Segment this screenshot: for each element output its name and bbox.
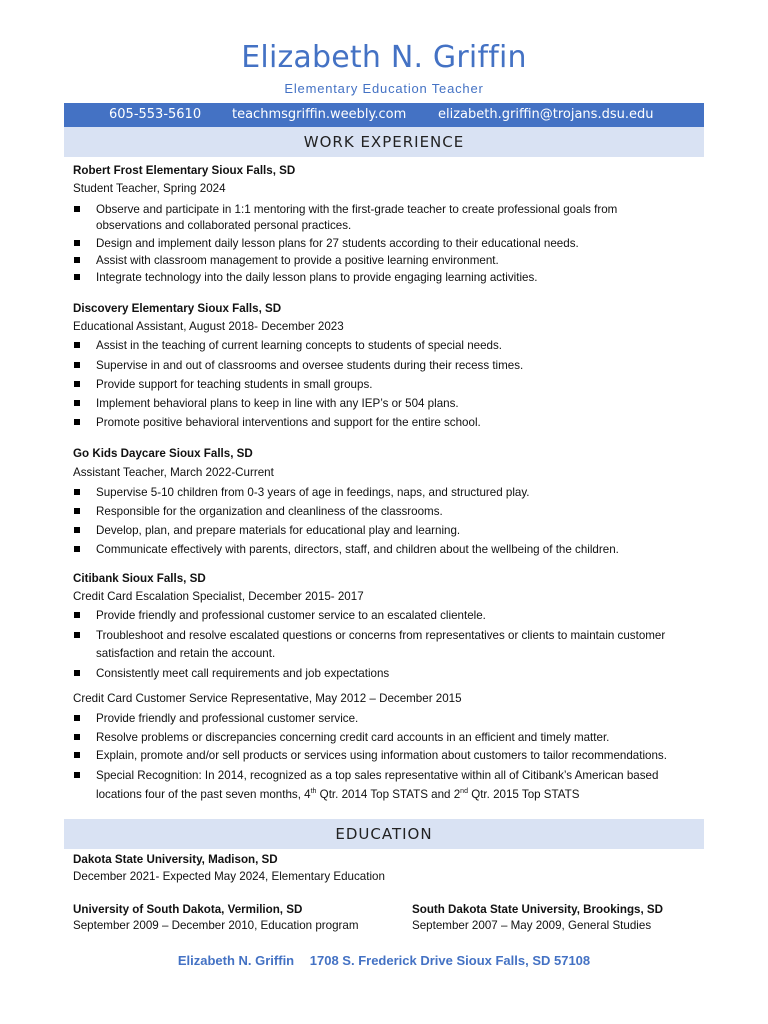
school-name: Dakota State University, Madison, SD [73, 853, 278, 866]
bullet-icon [74, 419, 80, 425]
bullet-text: Resolve problems or discrepancies concerning credit card accounts in an efficient and timely matter. [96, 731, 610, 744]
school-detail: December 2021- Expected May 2024, Elementary Education [73, 870, 385, 883]
employer-heading: Robert Frost Elementary Sioux Falls, SD [73, 164, 296, 177]
bullet-text: Implement behavioral plans to keep in line with any IEP’s or 504 plans. [96, 397, 459, 410]
bullet-text: Communicate effectively with parents, directors, staff, and children about the wellbeing of the children. [96, 543, 619, 556]
bullet-icon [74, 670, 80, 676]
bullet-icon [74, 342, 80, 348]
bullet-icon [74, 612, 80, 618]
bullet-icon [74, 362, 80, 368]
bullet-icon [74, 400, 80, 406]
bullet-text: Supervise 5-10 children from 0-3 years of age in feedings, naps, and structured play. [96, 486, 530, 499]
bullet-icon [74, 546, 80, 552]
work-experience-heading: WORK EXPERIENCE [64, 127, 704, 157]
footer-name: Elizabeth N. Griffin [177, 953, 295, 968]
bullet-text: Special Recognition: In 2014, recognized as a top sales representative within all of Citibank’s American based [96, 769, 659, 782]
education-heading: EDUCATION [64, 819, 704, 849]
bullet-icon [74, 715, 80, 721]
bullet-text: Provide friendly and professional customer service. [96, 712, 359, 725]
school-detail: September 2009 – December 2010, Education program [73, 919, 359, 932]
bullet-text: Provide support for teaching students in small groups. [96, 378, 373, 391]
bullet-icon [74, 206, 80, 212]
bullet-icon [74, 734, 80, 740]
bullet-text: observations and collaborated personal practices. [96, 219, 352, 232]
employer-heading: Go Kids Daycare Sioux Falls, SD [73, 447, 253, 460]
bullet-text: Consistently meet call requirements and job expectations [96, 667, 390, 680]
bullet-icon [74, 632, 80, 638]
bullet-text: Supervise in and out of classrooms and oversee students during their recess times. [96, 359, 524, 372]
bullet-icon [74, 752, 80, 758]
bullet-icon [74, 381, 80, 387]
employer-heading: Discovery Elementary Sioux Falls, SD [73, 302, 282, 315]
footer [0, 953, 768, 968]
resume-name: Elizabeth N. Griffin [241, 40, 527, 75]
bullet-text: Responsible for the organization and cleanliness of the classrooms. [96, 505, 443, 518]
bullet-text: Provide friendly and professional customer service to an escalated clientele. [96, 609, 486, 622]
bullet-icon [74, 772, 80, 778]
bullet-icon [74, 240, 80, 246]
job-role: Credit Card Customer Service Representative, May 2012 – December 2015 [73, 692, 462, 705]
bullet-text: Assist in the teaching of current learning concepts to students of special needs. [96, 339, 503, 352]
bullet-text: Develop, plan, and prepare materials for educational play and learning. [96, 524, 461, 537]
bullet-icon [74, 489, 80, 495]
school-name: South Dakota State University, Brookings, SD [412, 903, 664, 916]
bullet-icon [74, 527, 80, 533]
contact-bar [64, 103, 704, 127]
school-name: University of South Dakota, Vermilion, SD [73, 903, 303, 916]
job-role: Student Teacher, Spring 2024 [73, 182, 226, 195]
bullet-text: Observe and participate in 1:1 mentoring with the first-grade teacher to create professional goals from [96, 203, 618, 216]
school-detail: September 2007 – May 2009, General Studies [412, 919, 652, 932]
bullet-text: locations four of the past seven months, 4th Qtr. 2014 Top STATS and 2nd Qtr. 2015 Top STATS [96, 788, 580, 801]
bullet-text: satisfaction and retain the account. [96, 647, 276, 660]
job-role: Assistant Teacher, March 2022-Current [73, 466, 274, 479]
bullet-text: Troubleshoot and resolve escalated questions or concerns from representatives or clients to maintain customer [96, 629, 666, 642]
bullet-icon [74, 508, 80, 514]
bullet-text: Explain, promote and/or sell products or services using information about customers to tailor recommendations. [96, 749, 667, 762]
bullet-icon [74, 257, 80, 263]
website-link[interactable]: teachmsgriffin.weebly.com [232, 107, 407, 122]
bullet-text: Integrate technology into the daily lesson plans to provide engaging learning activities. [96, 271, 538, 284]
bullet-text: Promote positive behavioral interventions and support for the entire school. [96, 416, 481, 429]
phone-number: 605-553-5610 [109, 107, 202, 122]
bullet-icon [74, 274, 80, 280]
job-role: Educational Assistant, August 2018- December 2023 [73, 320, 344, 333]
email-link[interactable]: elizabeth.griffin@trojans.dsu.edu [438, 107, 654, 122]
bullet-text: Design and implement daily lesson plans for 27 students according to their educational needs. [96, 237, 579, 250]
job-role: Credit Card Escalation Specialist, December 2015- 2017 [73, 590, 364, 603]
footer-address: 1708 S. Frederick Drive Sioux Falls, SD 57108 [309, 953, 591, 968]
employer-heading: Citibank Sioux Falls, SD [73, 572, 206, 585]
bullet-text: Assist with classroom management to provide a positive learning environment. [96, 254, 499, 267]
resume-title: Elementary Education Teacher [284, 81, 484, 96]
